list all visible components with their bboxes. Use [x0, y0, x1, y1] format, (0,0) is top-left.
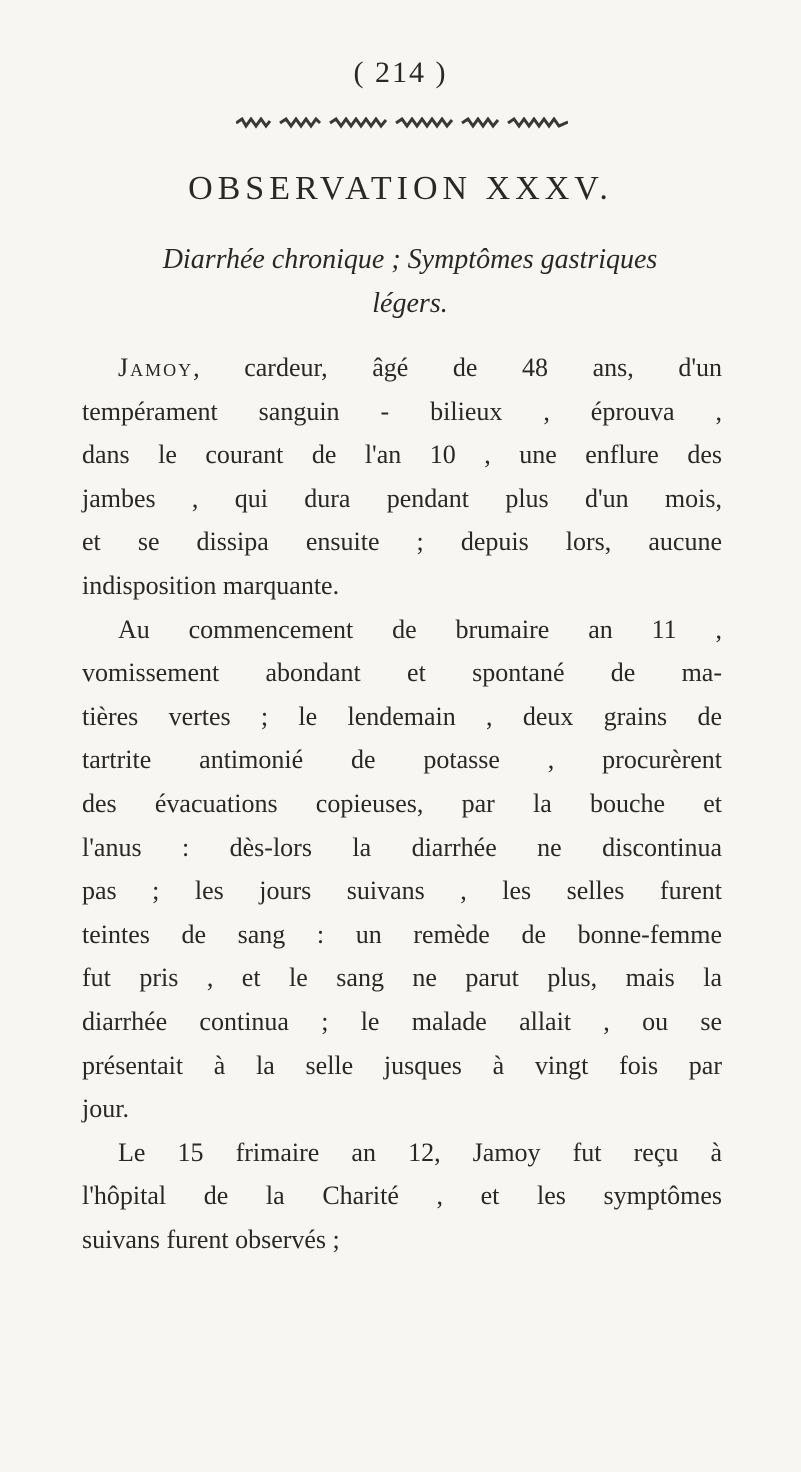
subtitle-line-2: légers. — [372, 288, 448, 319]
body-line: Le 15 frimaire an 12, Jamoy fut reçu à — [118, 1137, 722, 1167]
body-line: tières vertes ; le lendemain , deux grains de — [82, 701, 722, 731]
body-line — [82, 346, 722, 390]
body-line: pas ; les jours suivans , les selles furent — [82, 876, 722, 906]
body-line: dans le courant de l'an 10 , une enflure des — [82, 440, 722, 470]
body-line: l'anus : dès-lors la diarrhée ne discontinua — [82, 832, 722, 862]
observation-subtitle — [70, 238, 750, 326]
body-line: jambes , qui dura pendant plus d'un mois, — [82, 483, 722, 513]
body-line: l'hôpital de la Charité , et les symptômes — [82, 1181, 722, 1211]
body-line: suivans furent observés ; — [82, 1224, 340, 1254]
body-line: vomissement abondant et spontané de ma- — [82, 658, 722, 688]
body-line-text: , cardeur, âgé de 48 ans, d'un — [193, 353, 722, 382]
body-line: teintes de sang : un remède de bonne-femme — [82, 919, 722, 949]
body-line: indisposition marquante. — [82, 570, 340, 600]
body-line: et se dissipa ensuite ; depuis lors, aucune — [82, 527, 722, 557]
body-line: présentait à la selle jusques à vingt fois par — [82, 1050, 722, 1080]
ornamental-rule — [236, 117, 568, 129]
body-line: tartrite antimonié de potasse , procurèrent — [82, 745, 722, 775]
body-line: fut pris , et le sang ne parut plus, mais la — [82, 963, 722, 993]
patient-name: Jamoy — [118, 353, 194, 382]
body-line: diarrhée continua ; le malade allait , ou se — [82, 1006, 722, 1036]
body-line: jour. — [82, 1094, 129, 1124]
body-line: tempérament sanguin - bilieux , éprouva , — [82, 396, 722, 426]
observation-heading: OBSERVATION XXXV. — [188, 170, 613, 207]
body-line: des évacuations copieuses, par la bouche et — [82, 788, 722, 818]
subtitle-line-1: Diarrhée chronique ; Symptômes gastriques — [162, 244, 658, 275]
body-line: Au commencement de brumaire an 11 , — [118, 614, 722, 644]
body-text — [82, 346, 722, 1261]
page-number: ( 214 ) — [353, 56, 448, 89]
